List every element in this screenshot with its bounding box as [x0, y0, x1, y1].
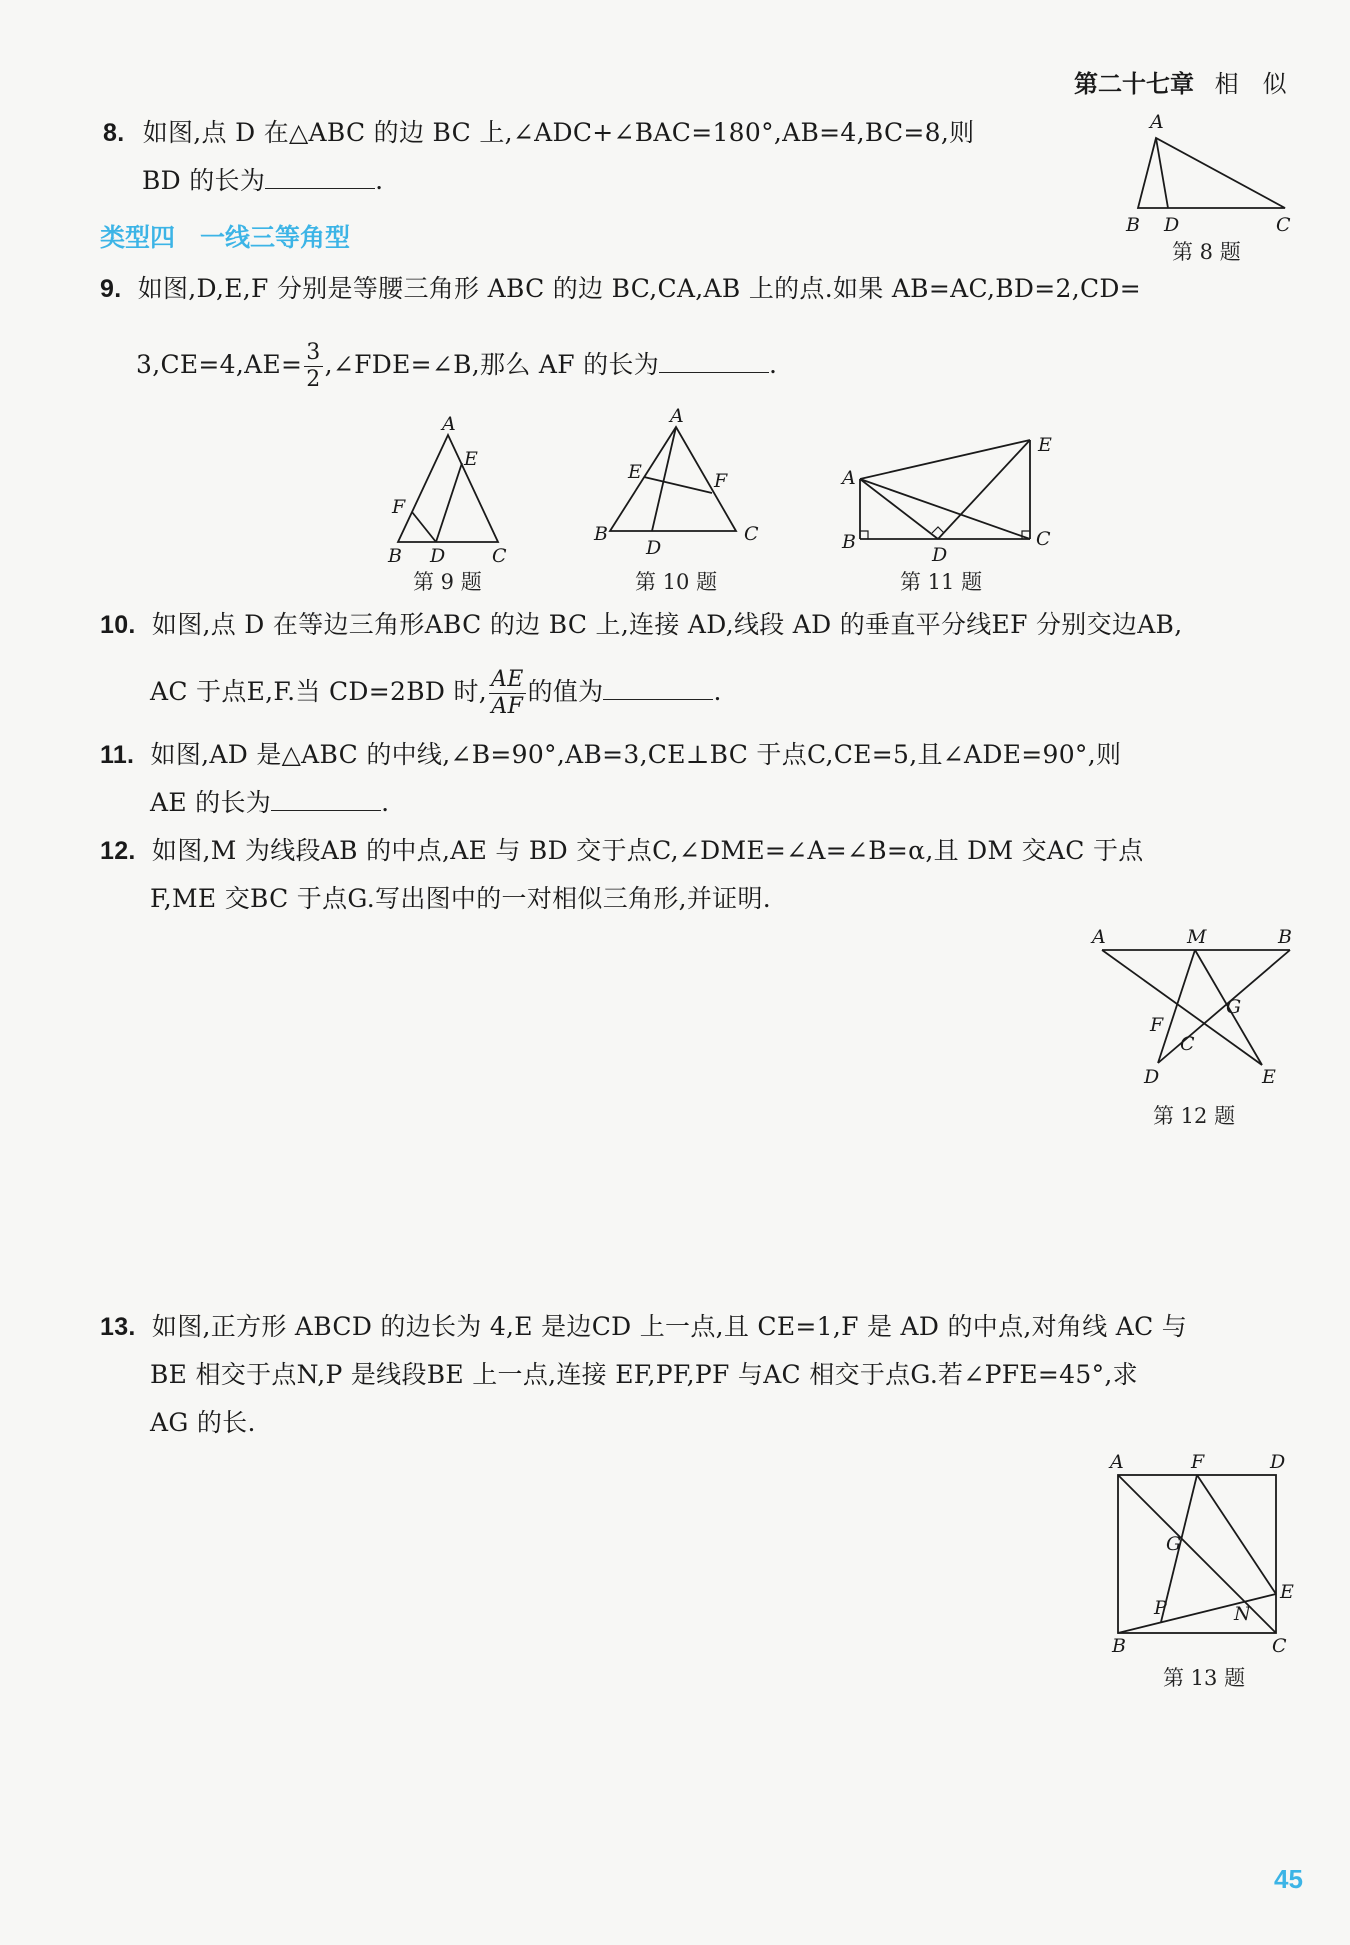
q10-text1: 如图,点 D 在等边三角形ABC 的边 BC 上,连接 AD,线段 AD 的垂直平分线EF 分别交边AB, — [151, 610, 1183, 639]
q10-text2c: . — [713, 677, 722, 706]
fig12-label-a: A — [1092, 926, 1106, 948]
q11-text2b: . — [381, 788, 390, 817]
fig12-segment-bd — [1158, 950, 1290, 1063]
fig9-label-c: C — [492, 545, 507, 567]
figure-10 — [588, 405, 768, 565]
q10-text2b: 的值为 — [527, 677, 604, 706]
q9-number: 9. — [100, 275, 122, 303]
fig9-label-a: A — [442, 413, 456, 435]
figure-8 — [1120, 110, 1300, 236]
q12-line1 — [100, 834, 1144, 868]
q8-text2a: BD 的长为 — [142, 166, 266, 195]
q10-line1 — [100, 608, 1182, 642]
fig8-segment-ad — [1156, 138, 1168, 208]
fig11-label-c: C — [1036, 528, 1051, 550]
fig11-segment-ad — [860, 479, 938, 539]
fig8-triangle-abc — [1138, 138, 1285, 208]
fig10-caption: 第 10 题 — [635, 570, 718, 594]
q13-number: 13. — [100, 1313, 136, 1341]
fig13-label-d: D — [1270, 1451, 1286, 1473]
q8-line2 — [142, 164, 383, 198]
fig9-caption: 第 9 题 — [413, 570, 482, 594]
fig13-label-g: G — [1166, 1533, 1182, 1555]
q8-number: 8. — [103, 119, 125, 147]
q10-line2 — [150, 664, 722, 720]
fig13-segment-be — [1118, 1594, 1276, 1633]
fig12-label-c: C — [1180, 1033, 1195, 1055]
fig11-label-e: E — [1038, 434, 1052, 456]
fig11-segment-ae — [860, 440, 1030, 479]
q10-answer-blank[interactable] — [603, 675, 713, 700]
q8-text1: 如图,点 D 在△ABC 的边 BC 上,∠ADC+∠BAC=180°,AB=4,BC=8,则 — [142, 118, 975, 147]
q13-line1 — [100, 1310, 1187, 1344]
fig12-label-d: D — [1144, 1066, 1160, 1088]
chapter-header — [1074, 64, 1287, 99]
fig12-label-e: E — [1262, 1066, 1276, 1088]
section-title: 类型四 一线三等角型 — [100, 224, 351, 252]
q9-line2 — [136, 340, 777, 391]
q12-text2: F,ME 交BC 于点G.写出图中的一对相似三角形,并证明. — [150, 884, 772, 913]
fig8-label-d: D — [1164, 214, 1180, 236]
fig11-right-angle-b — [860, 531, 868, 539]
fig11-caption: 第 11 题 — [900, 570, 983, 594]
figure-9 — [380, 415, 520, 565]
fig10-label-e: E — [628, 461, 642, 483]
fig9-label-e: E — [464, 448, 478, 470]
q9-text2b: ,∠FDE=∠B,那么 AF 的长为 — [324, 350, 660, 379]
fig12-label-b: B — [1278, 926, 1292, 948]
fig13-label-f: F — [1191, 1451, 1205, 1473]
q10-fraction — [489, 669, 526, 718]
q13-text3: AG 的长. — [150, 1408, 256, 1437]
q9-text1: 如图,D,E,F 分别是等腰三角形 ABC 的边 BC,CA,AB 上的点.如果 AB=AC,BD=2,CD= — [137, 274, 1141, 303]
q12-line2 — [150, 882, 771, 916]
q8-text2b: . — [375, 166, 384, 195]
fig12-label-g: G — [1226, 996, 1242, 1018]
fig10-segment-ef — [644, 477, 712, 493]
page-number: 45 — [1274, 1864, 1303, 1894]
fig9-label-b: B — [388, 545, 402, 567]
fig8-label-b: B — [1126, 214, 1140, 236]
q9-line1 — [100, 272, 1141, 306]
fig10-label-f: F — [714, 470, 728, 492]
fig9-label-f: F — [392, 496, 406, 518]
fig13-label-p: P — [1154, 1597, 1167, 1619]
q10-number: 10. — [100, 611, 136, 639]
q9-frac-num: 3 — [306, 340, 321, 365]
q11-text1: 如图,AD 是△ABC 的中线,∠B=90°,AB=3,CE⊥BC 于点C,CE=5,且∠ADE=90°,则 — [150, 740, 1122, 769]
fig13-label-b: B — [1112, 1635, 1126, 1657]
fig13-label-c: C — [1272, 1635, 1287, 1657]
q10-text2a: AC 于点E,F.当 CD=2BD 时, — [150, 677, 488, 706]
fig8-caption: 第 8 题 — [1172, 240, 1241, 264]
chapter-number: 第二十七章 — [1074, 71, 1194, 98]
fig13-diagonal-ac — [1118, 1475, 1276, 1633]
q10-frac-num: AE — [491, 667, 524, 692]
q13-text1: 如图,正方形 ABCD 的边长为 4,E 是边CD 上一点,且 CE=1,F 是 AD 的中点,对角线 AC 与 — [151, 1312, 1188, 1341]
q12-number: 12. — [100, 837, 136, 865]
q11-answer-blank[interactable] — [271, 786, 381, 811]
q12-text1: 如图,M 为线段AB 的中点,AE 与 BD 交于点C,∠DME=∠A=∠B=α,且 DM 交AC 于点 — [151, 836, 1144, 865]
q13-line3 — [150, 1406, 256, 1440]
fig11-label-d: D — [932, 544, 948, 566]
fig12-caption: 第 12 题 — [1153, 1104, 1236, 1128]
fig10-label-a: A — [670, 405, 684, 427]
q8-line1 — [103, 116, 974, 150]
fig13-caption: 第 13 题 — [1163, 1666, 1246, 1690]
q9-text2c: . — [769, 350, 778, 379]
q9-answer-blank[interactable] — [659, 348, 769, 373]
q9-frac-den: 2 — [306, 367, 321, 392]
q13-text2: BE 相交于点N,P 是线段BE 上一点,连接 EF,PF,PF 与AC 相交于点G.若∠PFE=45°,求 — [150, 1360, 1138, 1389]
fig11-label-b: B — [842, 531, 856, 553]
figure-12 — [1090, 925, 1310, 1095]
fig11-right-angle-d — [932, 527, 944, 533]
q9-fraction — [304, 342, 322, 391]
fig9-segment-de — [436, 463, 462, 542]
q10-frac-den: AF — [491, 694, 524, 719]
fig13-label-a: A — [1110, 1451, 1124, 1473]
fig13-label-e: E — [1280, 1581, 1294, 1603]
chapter-title: 相 似 — [1214, 71, 1287, 98]
fig13-label-n: N — [1234, 1603, 1251, 1625]
fig8-label-a: A — [1150, 111, 1164, 133]
figure-11 — [838, 425, 1058, 565]
fig12-label-f: F — [1150, 1014, 1164, 1036]
q11-line2 — [150, 786, 389, 820]
fig8-label-c: C — [1276, 214, 1291, 236]
q8-answer-blank[interactable] — [265, 164, 375, 189]
fig12-label-m: M — [1187, 926, 1207, 948]
fig10-label-b: B — [594, 523, 608, 545]
fig11-label-a: A — [842, 467, 856, 489]
q11-line1 — [100, 738, 1121, 772]
fig13-segment-ef — [1197, 1475, 1276, 1594]
fig10-label-c: C — [744, 523, 759, 545]
q11-text2a: AE 的长为 — [150, 788, 272, 817]
fig10-label-d: D — [646, 537, 662, 559]
fig9-label-d: D — [430, 545, 446, 567]
figure-13 — [1100, 1450, 1310, 1655]
fig9-triangle-abc — [398, 435, 498, 542]
q9-text2a: 3,CE=4,AE= — [136, 350, 303, 379]
q13-line2 — [150, 1358, 1138, 1392]
fig11-segment-de — [938, 440, 1030, 539]
fig9-segment-df — [412, 512, 436, 542]
q11-number: 11. — [100, 741, 135, 769]
fig11-segment-ac — [860, 479, 1030, 539]
